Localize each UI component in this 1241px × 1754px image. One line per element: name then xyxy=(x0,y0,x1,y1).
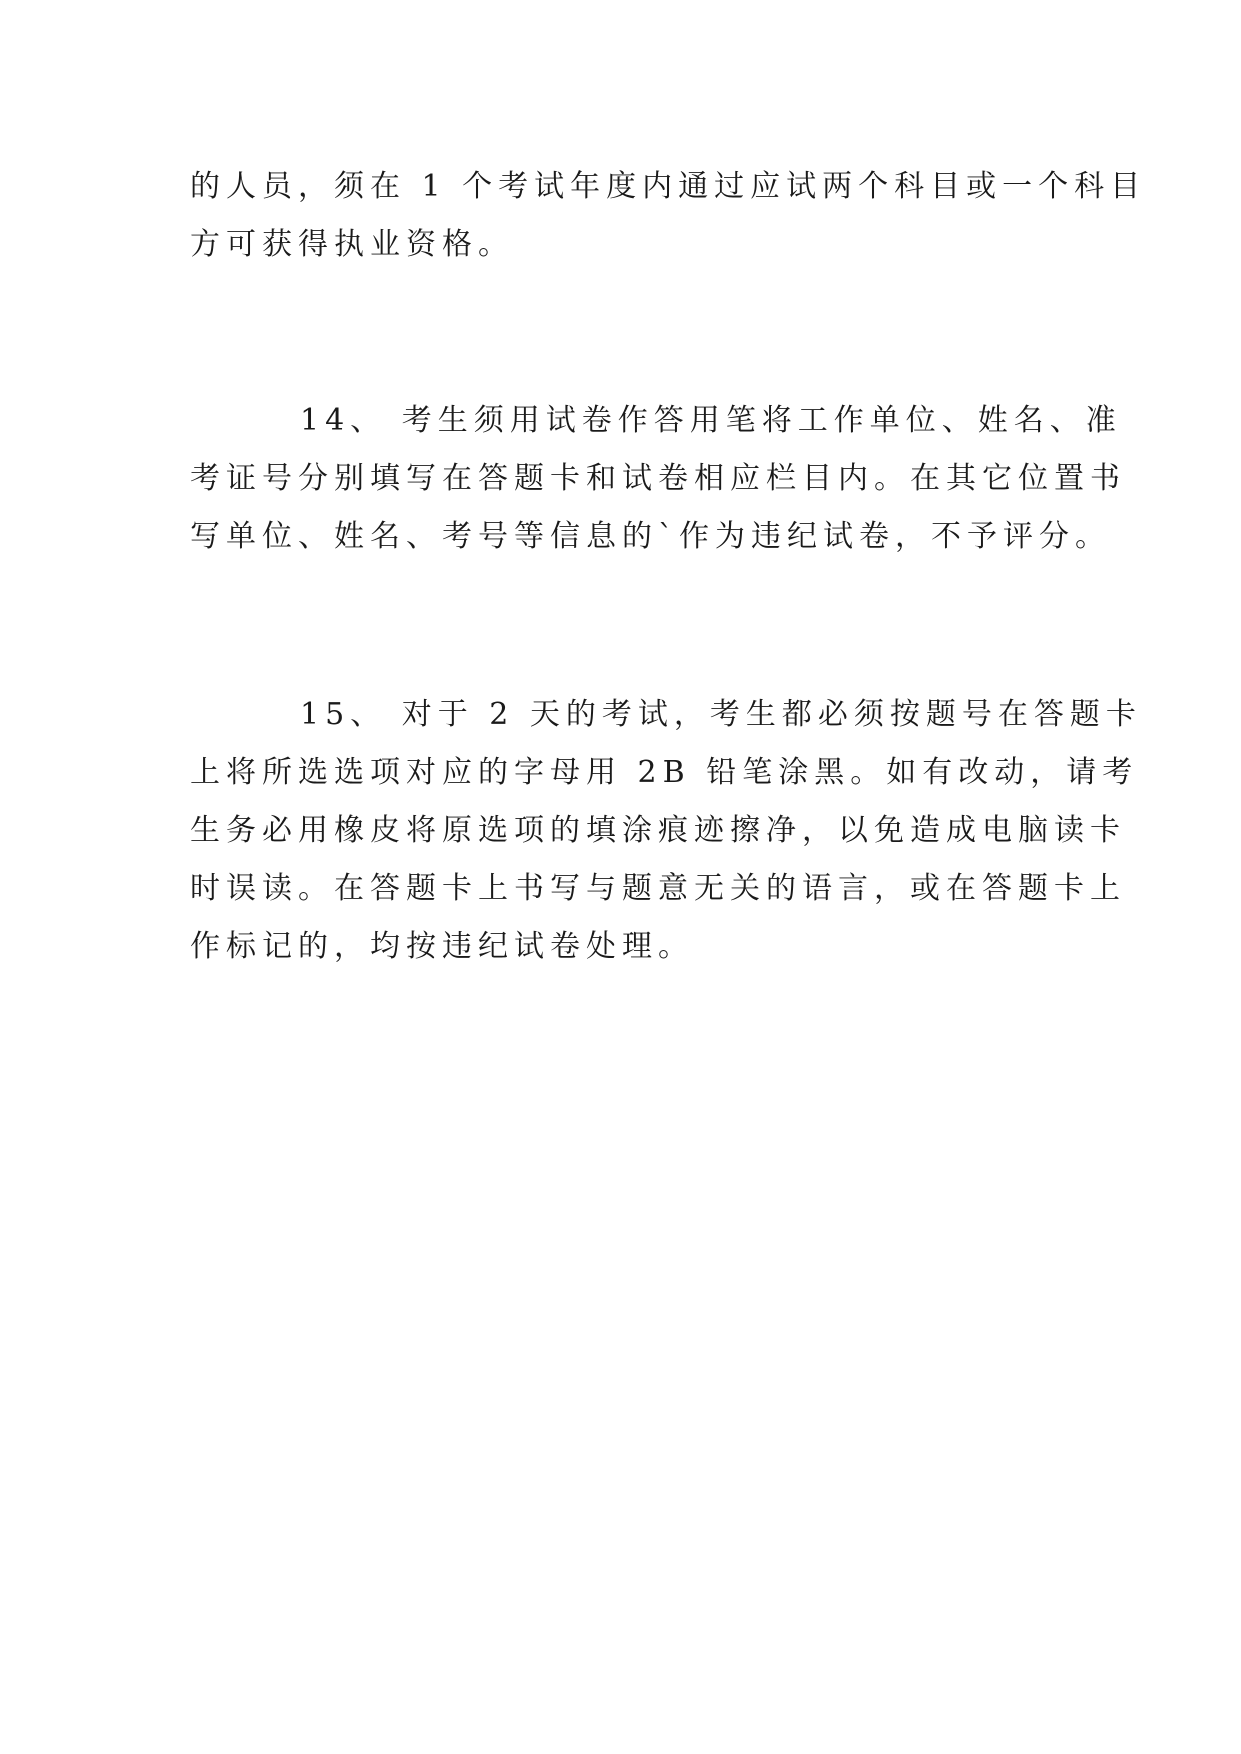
paragraph-15-line-3: 生务必用橡皮将原选项的填涂痕迹擦净，以免造成电脑读卡 xyxy=(190,813,1126,848)
paragraph-13-line-1: 的人员，须在 1 个考试年度内通过应试两个科目或一个科目 xyxy=(190,169,1147,204)
paragraph-14-line-2: 考证号分别填写在答题卡和试卷相应栏目内。在其它位置书 xyxy=(190,461,1126,496)
paragraph-14-line-1: 14、 考生须用试卷作答用笔将工作单位、姓名、准 xyxy=(300,403,1122,438)
paragraph-15-line-4: 时误读。在答题卡上书写与题意无关的语言，或在答题卡上 xyxy=(190,871,1126,906)
paragraph-15-line-2: 上将所选选项对应的字母用 2B 铅笔涂黑。如有改动，请考 xyxy=(190,755,1139,790)
paragraph-13-line-2: 方可获得执业资格。 xyxy=(190,227,514,262)
paragraph-15-line-1: 15、 对于 2 天的考试，考生都必须按题号在答题卡 xyxy=(300,697,1142,732)
paragraph-15-line-5: 作标记的，均按违纪试卷处理。 xyxy=(190,929,694,964)
paragraph-14-line-3: 写单位、姓名、考号等信息的`作为违纪试卷，不予评分。 xyxy=(190,519,1111,554)
